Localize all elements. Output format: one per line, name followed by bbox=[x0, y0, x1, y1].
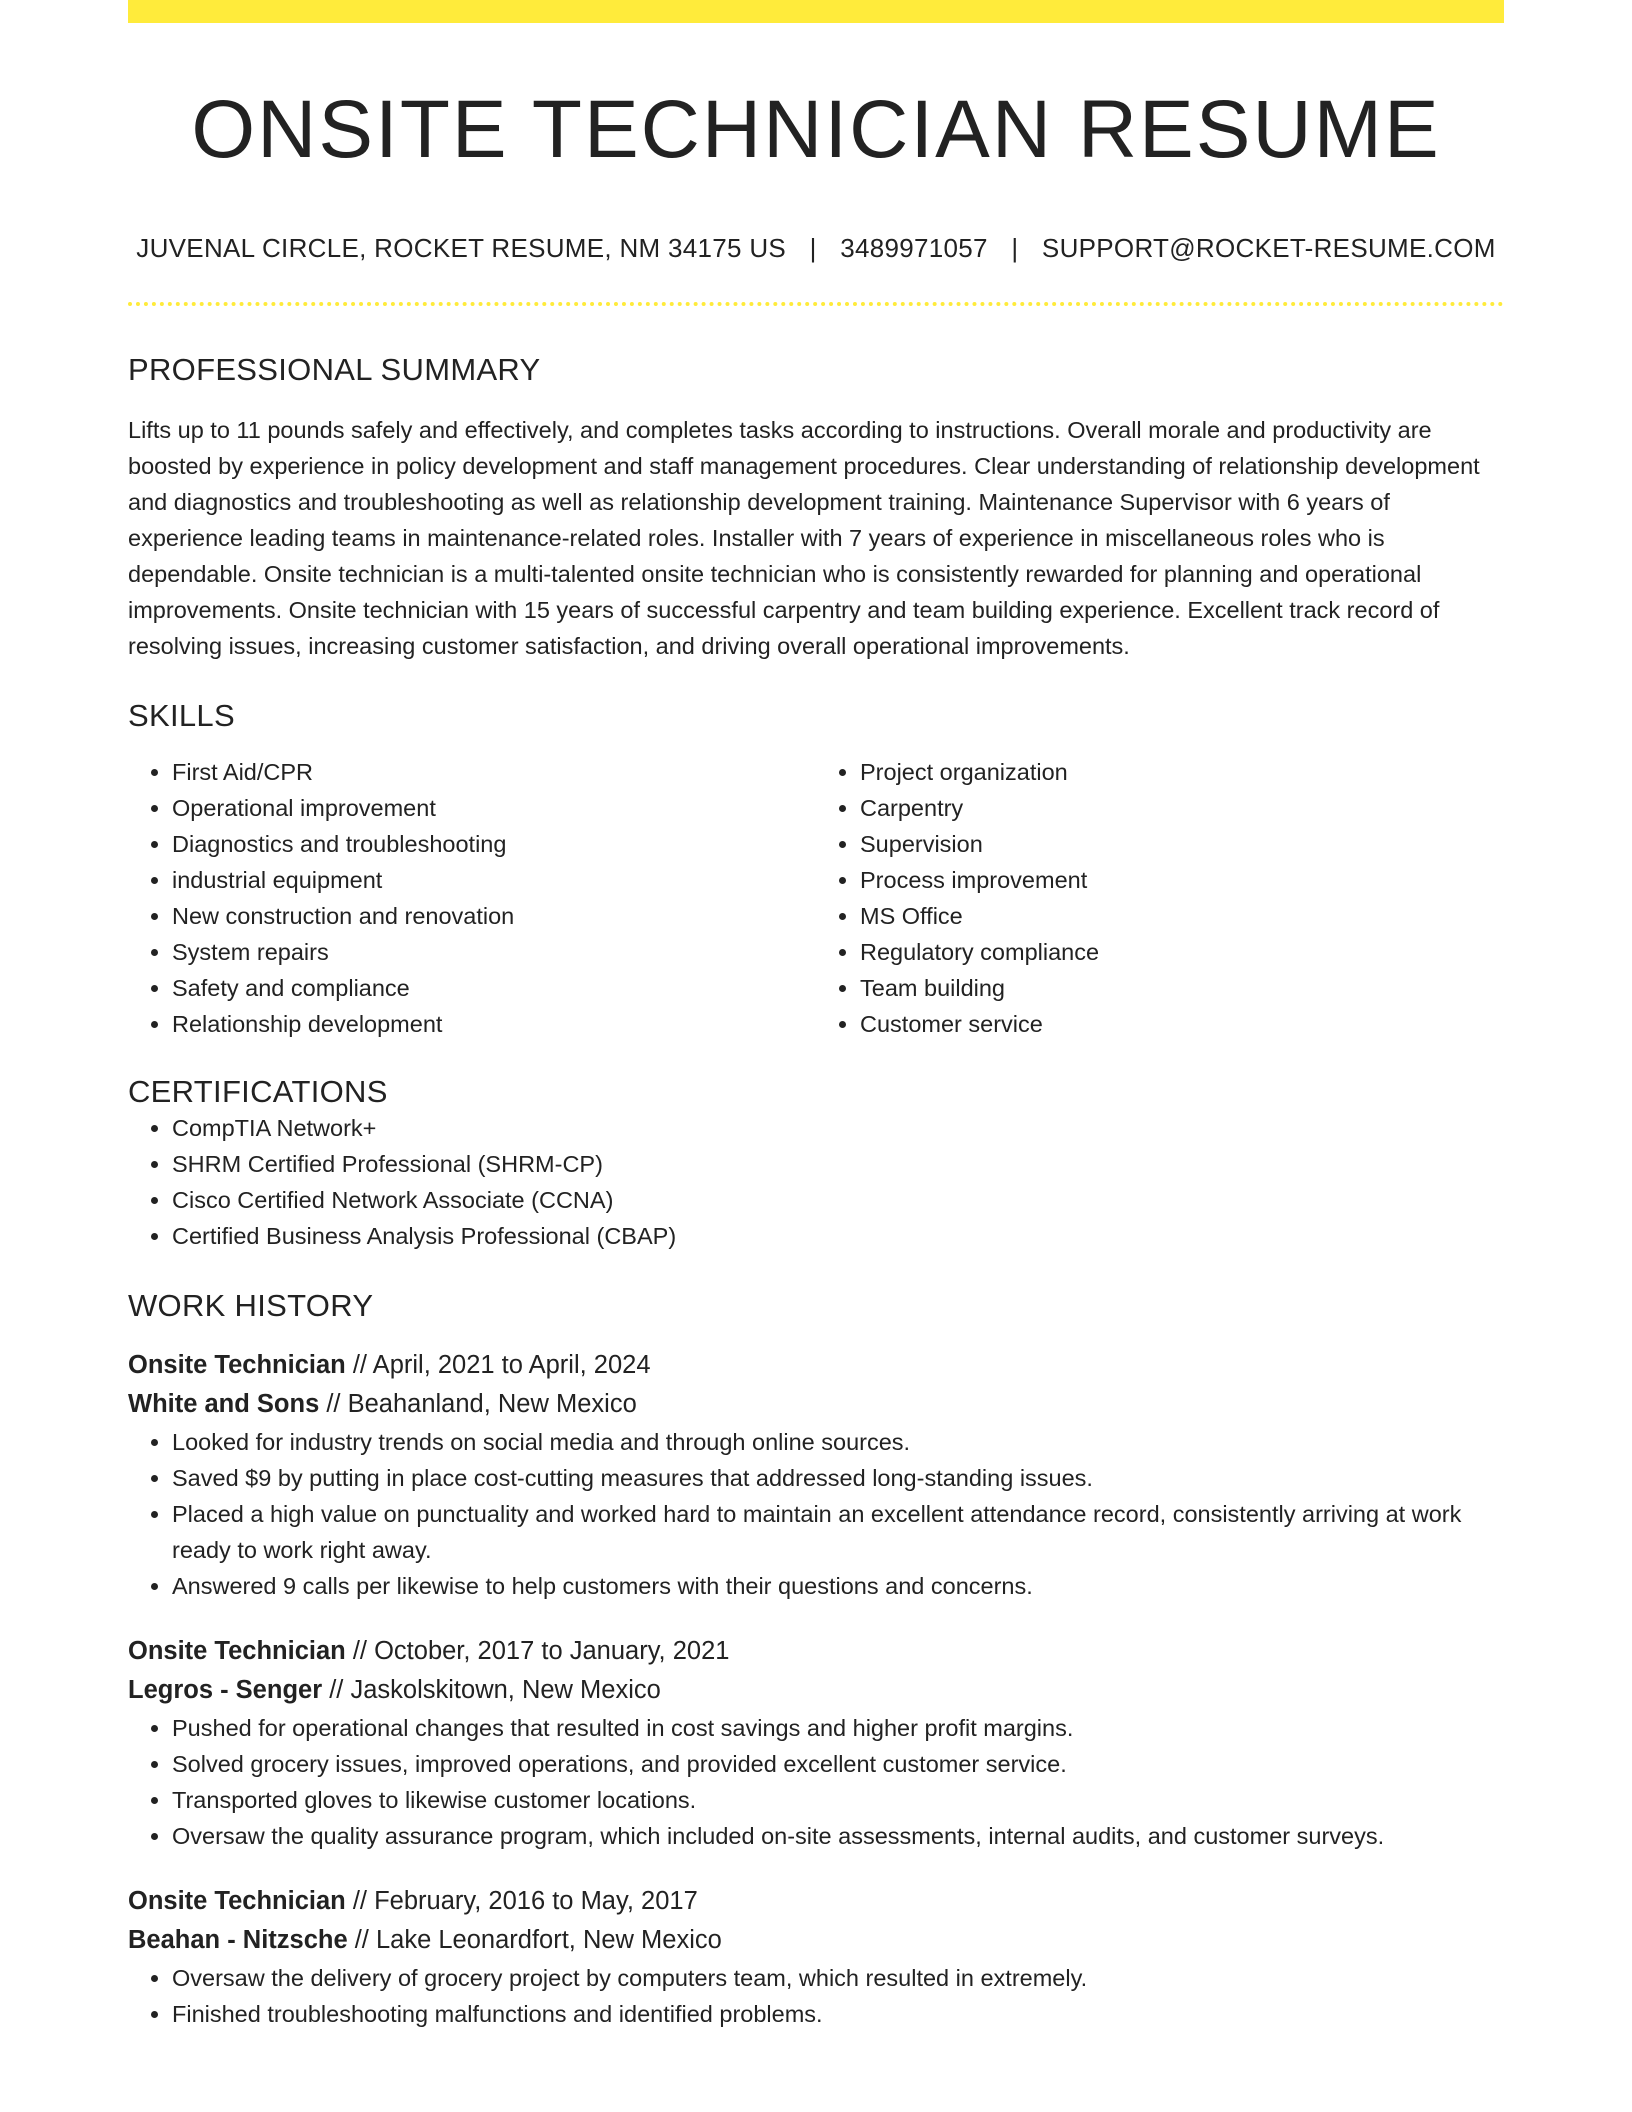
job-role-line bbox=[128, 1346, 1504, 1385]
job-bullets bbox=[128, 1960, 1504, 2032]
accent-top-bar bbox=[128, 0, 1504, 23]
job-bullet: • Transported gloves to likewise customer locations. bbox=[172, 1782, 1504, 1818]
job-company-line bbox=[128, 1671, 1504, 1710]
job-company: White and Sons bbox=[128, 1390, 320, 1419]
job-company: Legros - Senger bbox=[128, 1676, 323, 1705]
phone-text: 3489971057 bbox=[840, 233, 988, 264]
skill-item: • Safety and compliance bbox=[172, 970, 816, 1006]
job-dates: // October, 2017 to January, 2021 bbox=[345, 1637, 730, 1666]
summary-text: Lifts up to 11 pounds safely and effectively, and completes tasks according to instructions. Overall morale and productivity are boosted by experience in policy development and staff management procedures. Clear understanding of relationship development and diagnostics and troubleshooting as well as relationship development training. Maintenance Supervisor with 6 years of experience leading teams in maintenance-related roles. Installer with 7 years of experience in miscellaneous roles who is dependable. Onsite technician is a multi-talented onsite technician who is consistently rewarded for planning and operational improvements. Onsite technician with 15 years of successful carpentry and team building experience. Excellent track record of resolving issues, increasing customer satisfaction, and driving overall operational improvements. bbox=[128, 417, 1480, 660]
job-entry bbox=[128, 1632, 1504, 1854]
job-bullet: • Pushed for operational changes that resulted in cost savings and higher profit margins. bbox=[172, 1710, 1504, 1746]
work-history-heading: WORK HISTORY bbox=[128, 1288, 374, 1324]
job-location: // Beahanland, New Mexico bbox=[319, 1390, 637, 1419]
job-bullet: • Solved grocery issues, improved operations, and provided excellent customer service. bbox=[172, 1746, 1504, 1782]
summary-heading: PROFESSIONAL SUMMARY bbox=[128, 352, 541, 388]
job-location: // Jaskolskitown, New Mexico bbox=[322, 1676, 661, 1705]
skill-item: • Supervision bbox=[860, 826, 1504, 862]
job-role: Onsite Technician bbox=[128, 1637, 346, 1666]
skill-item: • Operational improvement bbox=[172, 790, 816, 826]
job-role: Onsite Technician bbox=[128, 1351, 346, 1380]
skill-item: • Process improvement bbox=[860, 862, 1504, 898]
certification-item: • Certified Business Analysis Professional (CBAP) bbox=[172, 1218, 1504, 1254]
job-bullet: • Placed a high value on punctuality and worked hard to maintain an excellent attendance record, consistently arriving at work ready to work right away. bbox=[172, 1496, 1504, 1568]
contact-separator: | bbox=[809, 233, 817, 264]
skill-item: • First Aid/CPR bbox=[172, 754, 816, 790]
dotted-divider bbox=[128, 302, 1504, 306]
email-text: SUPPORT@ROCKET-RESUME.COM bbox=[1041, 233, 1496, 264]
skill-item: • Team building bbox=[860, 970, 1504, 1006]
address-text: JUVENAL CIRCLE, ROCKET RESUME, NM 34175 US bbox=[136, 233, 787, 264]
job-bullet: • Saved $9 by putting in place cost-cutting measures that addressed long-standing issues. bbox=[172, 1460, 1504, 1496]
job-company: Beahan - Nitzsche bbox=[128, 1926, 348, 1955]
certifications-list bbox=[128, 1110, 1504, 1254]
skills-list-right bbox=[816, 754, 1504, 1042]
resume-page bbox=[128, 0, 1504, 2032]
skill-item: • Customer service bbox=[860, 1006, 1504, 1042]
certification-item: • Cisco Certified Network Associate (CCNA) bbox=[172, 1182, 1504, 1218]
job-location: // Lake Leonardfort, New Mexico bbox=[347, 1926, 722, 1955]
job-bullet: • Oversaw the delivery of grocery project by computers team, which resulted in extremely. bbox=[172, 1960, 1504, 1996]
job-role-line bbox=[128, 1632, 1504, 1671]
job-role: Onsite Technician bbox=[128, 1887, 346, 1916]
job-entry bbox=[128, 1882, 1504, 2032]
certification-item: • SHRM Certified Professional (SHRM-CP) bbox=[172, 1146, 1504, 1182]
skill-item: • Diagnostics and troubleshooting bbox=[172, 826, 816, 862]
job-dates: // April, 2021 to April, 2024 bbox=[345, 1351, 651, 1380]
job-company-line bbox=[128, 1921, 1504, 1960]
certifications-heading: CERTIFICATIONS bbox=[128, 1074, 388, 1110]
job-dates: // February, 2016 to May, 2017 bbox=[345, 1887, 698, 1916]
job-bullet: • Answered 9 calls per likewise to help customers with their questions and concerns. bbox=[172, 1568, 1504, 1604]
job-entry bbox=[128, 1346, 1504, 1604]
skills-list-left bbox=[128, 754, 816, 1042]
skills-columns bbox=[128, 754, 1504, 1042]
skills-heading: SKILLS bbox=[128, 698, 235, 734]
contact-separator: | bbox=[1011, 233, 1019, 264]
certification-item: • CompTIA Network+ bbox=[172, 1110, 1504, 1146]
job-bullets bbox=[128, 1424, 1504, 1604]
resume-title: ONSITE TECHNICIAN RESUME bbox=[191, 84, 1441, 175]
job-bullet: • Oversaw the quality assurance program, which included on-site assessments, internal audits, and customer surveys. bbox=[172, 1818, 1504, 1854]
job-bullets bbox=[128, 1710, 1504, 1854]
contact-line bbox=[128, 233, 1504, 264]
skill-item: • Regulatory compliance bbox=[860, 934, 1504, 970]
job-bullet: • Finished troubleshooting malfunctions and identified problems. bbox=[172, 1996, 1504, 2032]
skill-item: • New construction and renovation bbox=[172, 898, 816, 934]
skill-item: • MS Office bbox=[860, 898, 1504, 934]
job-company-line bbox=[128, 1385, 1504, 1424]
skill-item: • Project organization bbox=[860, 754, 1504, 790]
skill-item: • industrial equipment bbox=[172, 862, 816, 898]
skill-item: • Carpentry bbox=[860, 790, 1504, 826]
skill-item: • System repairs bbox=[172, 934, 816, 970]
job-bullet: • Looked for industry trends on social media and through online sources. bbox=[172, 1424, 1504, 1460]
skill-item: • Relationship development bbox=[172, 1006, 816, 1042]
job-role-line bbox=[128, 1882, 1504, 1921]
